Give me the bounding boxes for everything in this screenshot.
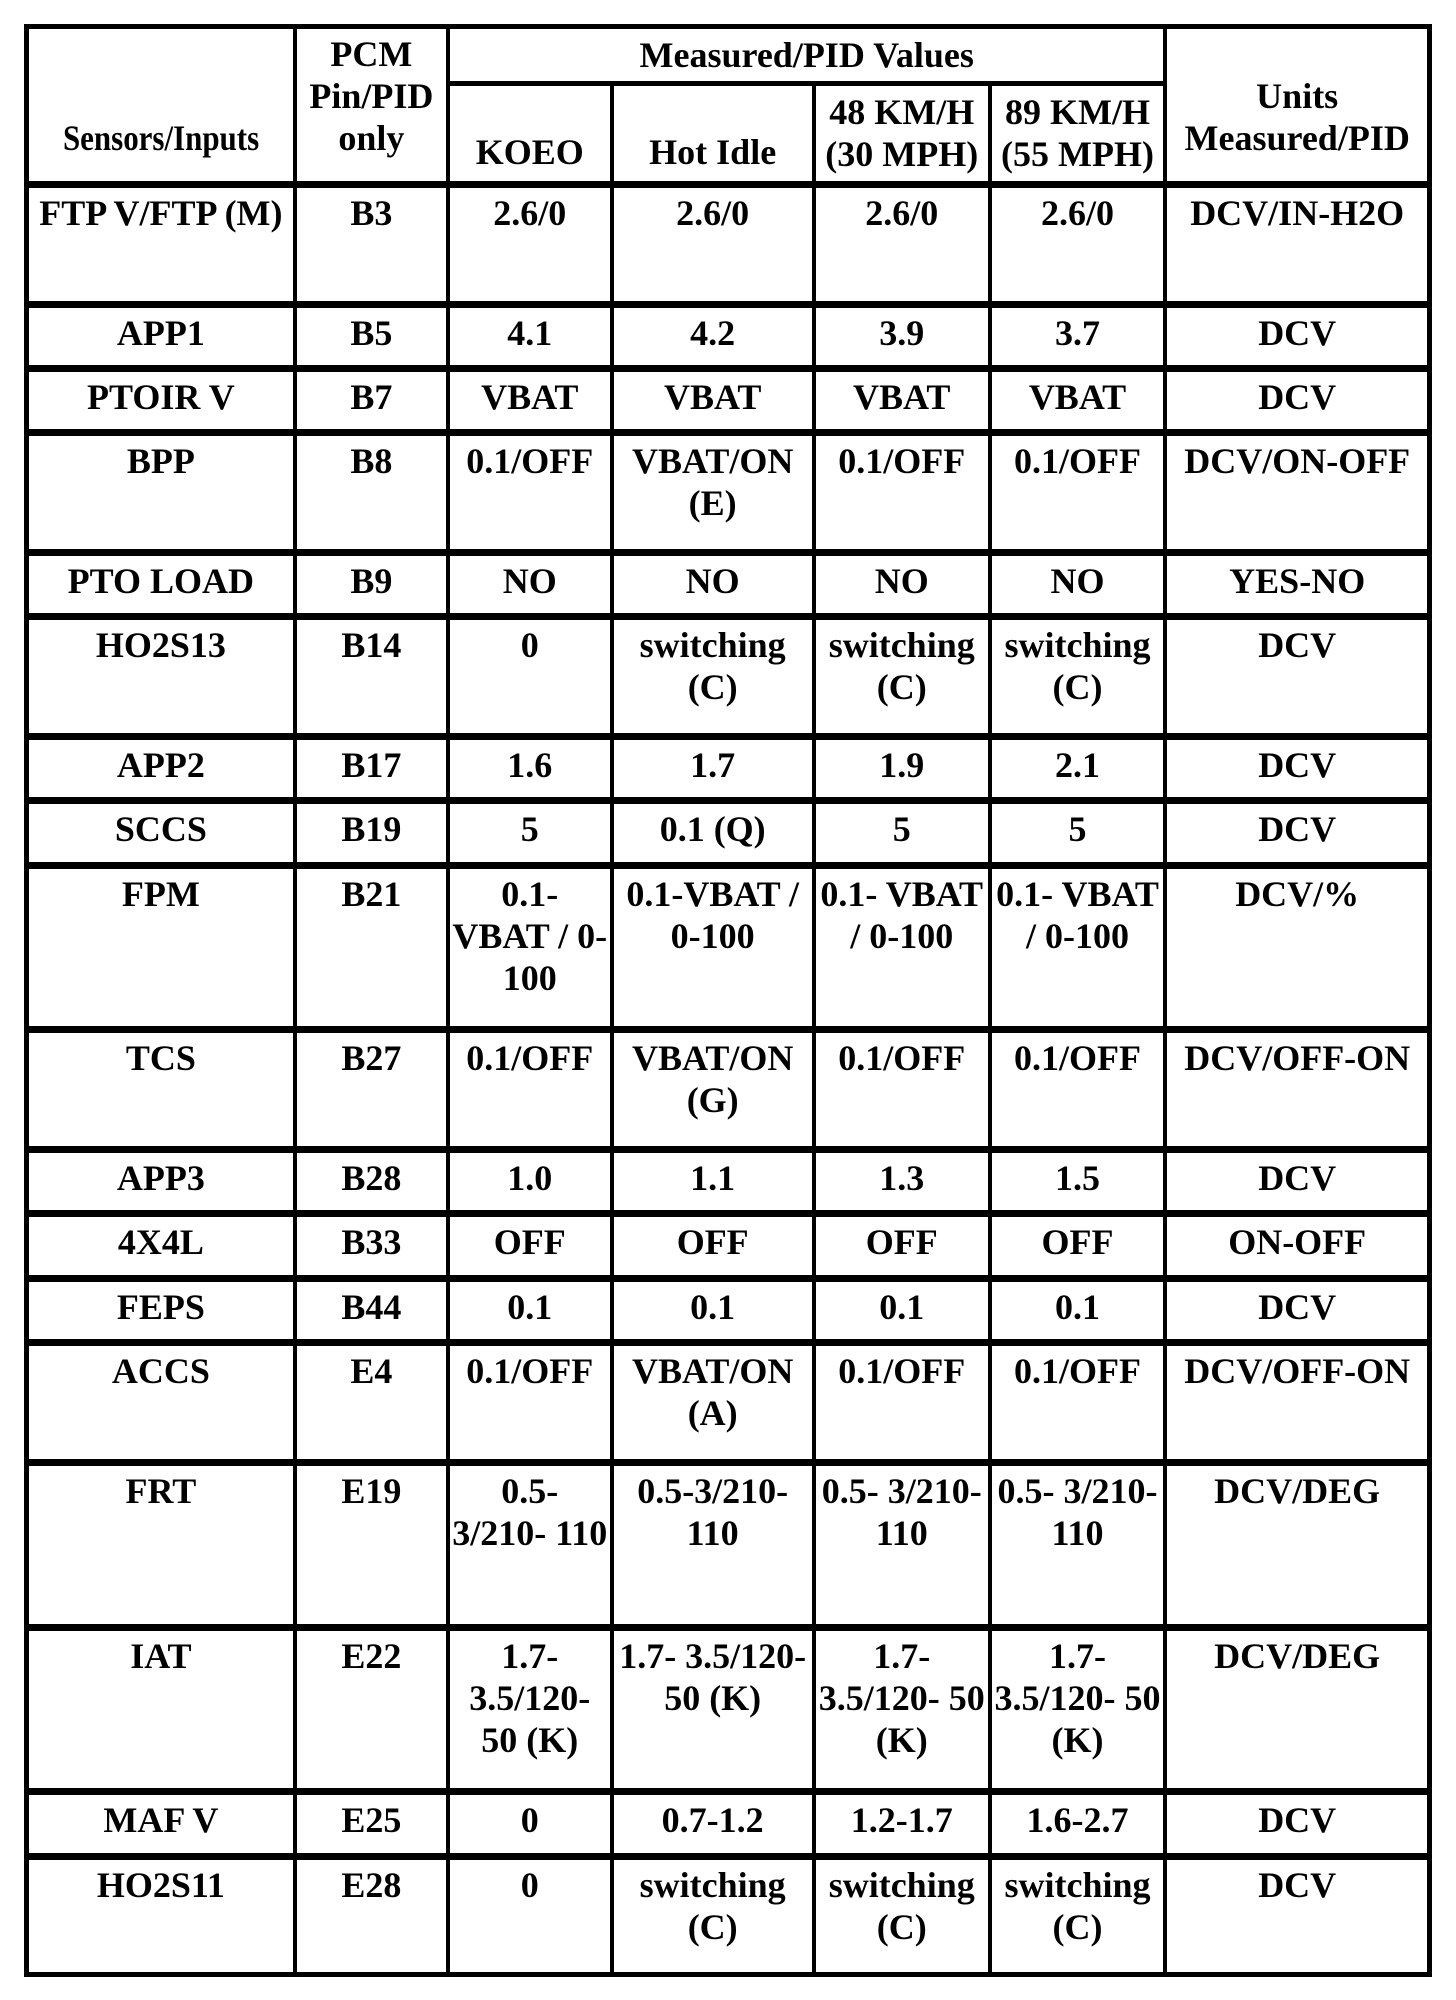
speed-48-cell: 1.3 bbox=[816, 1153, 992, 1217]
koeo-cell: 0.5- 3/210- 110 bbox=[450, 1466, 614, 1631]
koeo-cell: VBAT bbox=[450, 372, 614, 436]
pcm-pin-cell: E22 bbox=[297, 1631, 450, 1796]
pcm-pin-cell: B3 bbox=[297, 188, 450, 308]
sensor-cell: BPP bbox=[29, 436, 297, 556]
units-cell: DCV bbox=[1167, 1153, 1427, 1217]
units-cell: YES-NO bbox=[1167, 556, 1427, 620]
hot-idle-cell: 1.1 bbox=[614, 1153, 816, 1217]
speed-89-cell: switching (C) bbox=[992, 1860, 1168, 1972]
speed-48-cell: OFF bbox=[816, 1217, 992, 1281]
speed-48-cell: 0.1 bbox=[816, 1282, 992, 1346]
table-row bbox=[29, 308, 1427, 372]
pcm-pin-cell: E25 bbox=[297, 1795, 450, 1859]
koeo-cell: NO bbox=[450, 556, 614, 620]
pcm-pin-cell: B5 bbox=[297, 308, 450, 372]
table-row bbox=[29, 1217, 1427, 1281]
hot-idle-cell: VBAT/ON (A) bbox=[614, 1346, 816, 1466]
speed-48-cell: 1.2-1.7 bbox=[816, 1795, 992, 1859]
table-row bbox=[29, 1282, 1427, 1346]
sensor-cell: FTP V/FTP (M) bbox=[29, 188, 297, 308]
hot-idle-cell: VBAT/ON (E) bbox=[614, 436, 816, 556]
header-sensors-inputs: Sensors/Inputs bbox=[29, 29, 297, 188]
speed-48-cell: 3.9 bbox=[816, 308, 992, 372]
pcm-pin-cell: B28 bbox=[297, 1153, 450, 1217]
pcm-pin-cell: B9 bbox=[297, 556, 450, 620]
koeo-cell: 2.6/0 bbox=[450, 188, 614, 308]
table-row bbox=[29, 1033, 1427, 1153]
speed-89-cell: 1.5 bbox=[992, 1153, 1168, 1217]
hot-idle-cell: NO bbox=[614, 556, 816, 620]
sensor-cell: HO2S11 bbox=[29, 1860, 297, 1972]
speed-89-cell: 3.7 bbox=[992, 308, 1168, 372]
header-pcm-pin: PCM Pin/PID only bbox=[297, 29, 450, 188]
speed-89-cell: 0.1/OFF bbox=[992, 1346, 1168, 1466]
sensor-cell: APP1 bbox=[29, 308, 297, 372]
units-cell: DCV bbox=[1167, 1282, 1427, 1346]
pcm-pin-cell: B14 bbox=[297, 620, 450, 740]
units-cell: DCV/DEG bbox=[1167, 1631, 1427, 1796]
hot-idle-cell: 2.6/0 bbox=[614, 188, 816, 308]
koeo-cell: 0 bbox=[450, 620, 614, 740]
header-units-measured: Units Measured/PID bbox=[1167, 29, 1427, 188]
hot-idle-cell: 0.7-1.2 bbox=[614, 1795, 816, 1859]
table-row bbox=[29, 436, 1427, 556]
header-48-kmh: 48 KM/H (30 MPH) bbox=[816, 86, 992, 188]
units-cell: DCV/ON-OFF bbox=[1167, 436, 1427, 556]
speed-48-cell: 0.1/OFF bbox=[816, 1033, 992, 1153]
header-89-kmh: 89 KM/H (55 MPH) bbox=[992, 86, 1168, 188]
speed-89-cell: 0.1 bbox=[992, 1282, 1168, 1346]
units-cell: DCV bbox=[1258, 1864, 1337, 1905]
hot-idle-cell: 0.1 (Q) bbox=[614, 804, 816, 868]
pcm-pin-cell: B21 bbox=[297, 869, 450, 1034]
speed-48-cell: 2.6/0 bbox=[816, 188, 992, 308]
header-hot-idle: Hot Idle bbox=[614, 86, 816, 188]
table-row bbox=[29, 804, 1427, 868]
koeo-cell: 0 bbox=[450, 1860, 614, 1972]
pcm-pin-cell: B33 bbox=[297, 1217, 450, 1281]
speed-48-cell: 5 bbox=[816, 804, 992, 868]
pcm-pin-cell: B19 bbox=[297, 804, 450, 868]
speed-89-cell: VBAT bbox=[992, 372, 1168, 436]
koeo-cell: 0.1/OFF bbox=[450, 436, 614, 556]
speed-48-cell: NO bbox=[816, 556, 992, 620]
koeo-cell: 0.1/OFF bbox=[450, 1346, 614, 1466]
speed-89-cell: OFF bbox=[992, 1217, 1168, 1281]
pid-values-document bbox=[24, 24, 1432, 1976]
pid-values-table bbox=[24, 24, 1432, 1977]
speed-89-cell: 0.1- VBAT / 0-100 bbox=[992, 869, 1168, 1034]
speed-48-cell: switching (C) bbox=[816, 1860, 992, 1972]
hot-idle-cell: VBAT/ON (G) bbox=[614, 1033, 816, 1153]
hot-idle-cell: 4.2 bbox=[614, 308, 816, 372]
speed-89-cell: 2.6/0 bbox=[992, 188, 1168, 308]
pcm-pin-cell: B27 bbox=[297, 1033, 450, 1153]
table-body bbox=[29, 188, 1427, 1972]
pcm-pin-cell: E19 bbox=[297, 1466, 450, 1631]
table-row bbox=[29, 740, 1427, 804]
speed-48-cell: 0.1- VBAT / 0-100 bbox=[816, 869, 992, 1034]
table-row bbox=[29, 1795, 1427, 1859]
hot-idle-cell: 0.5-3/210- 110 bbox=[614, 1466, 816, 1631]
speed-48-cell: 0.5- 3/210- 110 bbox=[816, 1466, 992, 1631]
units-cell: DCV/DEG bbox=[1167, 1466, 1427, 1631]
header-row-top bbox=[29, 29, 1427, 86]
units-cell: ON-OFF bbox=[1167, 1217, 1427, 1281]
units-cell: DCV bbox=[1167, 1795, 1427, 1859]
units-cell: DCV bbox=[1167, 804, 1427, 868]
table-row bbox=[29, 620, 1427, 740]
koeo-cell: 4.1 bbox=[450, 308, 614, 372]
hot-idle-cell: 0.1 bbox=[614, 1282, 816, 1346]
header-measured-pid-values: Measured/PID Values bbox=[450, 29, 1167, 86]
koeo-cell: 1.7- 3.5/120- 50 (K) bbox=[450, 1631, 614, 1796]
koeo-cell: 5 bbox=[450, 804, 614, 868]
koeo-cell: 1.0 bbox=[450, 1153, 614, 1217]
units-cell: DCV bbox=[1167, 372, 1427, 436]
sensor-cell: MAF V bbox=[29, 1795, 297, 1859]
sensor-cell: APP2 bbox=[29, 740, 297, 804]
sensor-cell: PTO LOAD bbox=[29, 556, 297, 620]
sensor-cell: IAT bbox=[29, 1631, 297, 1796]
pcm-pin-cell: E4 bbox=[297, 1346, 450, 1466]
speed-89-cell: 5 bbox=[992, 804, 1168, 868]
speed-89-cell: 0.5- 3/210- 110 bbox=[992, 1466, 1168, 1631]
speed-48-cell: 0.1/OFF bbox=[816, 1346, 992, 1466]
koeo-cell: 0.1 bbox=[450, 1282, 614, 1346]
hot-idle-cell: 1.7 bbox=[614, 740, 816, 804]
pcm-pin-cell: E28 bbox=[297, 1860, 450, 1972]
sensor-cell: FPM bbox=[29, 869, 297, 1034]
units-cell: DCV/OFF-ON bbox=[1167, 1346, 1427, 1466]
speed-89-cell: 1.6-2.7 bbox=[992, 1795, 1168, 1859]
hot-idle-cell: VBAT bbox=[614, 372, 816, 436]
sensor-cell: APP3 bbox=[29, 1153, 297, 1217]
koeo-cell: 1.6 bbox=[450, 740, 614, 804]
speed-89-cell: switching (C) bbox=[992, 620, 1168, 740]
units-cell: DCV bbox=[1167, 620, 1427, 740]
header-koeo: KOEO bbox=[450, 86, 614, 188]
speed-48-cell: 1.7- 3.5/120- 50 (K) bbox=[816, 1631, 992, 1796]
hot-idle-cell: 1.7- 3.5/120-50 (K) bbox=[614, 1631, 816, 1796]
speed-48-cell: switching (C) bbox=[816, 620, 992, 740]
sensor-cell: FEPS bbox=[29, 1282, 297, 1346]
units-cell: DCV/% bbox=[1167, 869, 1427, 1034]
sensor-cell: FRT bbox=[29, 1466, 297, 1631]
hot-idle-cell: OFF bbox=[614, 1217, 816, 1281]
table-row bbox=[29, 556, 1427, 620]
table-row bbox=[29, 869, 1427, 1034]
units-cell: DCV/IN-H2O bbox=[1167, 188, 1427, 308]
koeo-cell: OFF bbox=[450, 1217, 614, 1281]
table-row bbox=[29, 372, 1427, 436]
table-row bbox=[29, 1153, 1427, 1217]
speed-89-cell: 0.1/OFF bbox=[992, 436, 1168, 556]
table-row bbox=[29, 1466, 1427, 1631]
speed-48-cell: 1.9 bbox=[816, 740, 992, 804]
sensor-cell: HO2S13 bbox=[29, 620, 297, 740]
table-row bbox=[29, 1346, 1427, 1466]
hot-idle-cell: switching (C) bbox=[614, 1860, 816, 1972]
speed-48-cell: 0.1/OFF bbox=[816, 436, 992, 556]
table-row bbox=[29, 1631, 1427, 1796]
sensor-cell: ACCS bbox=[29, 1346, 297, 1466]
pcm-pin-cell: B17 bbox=[297, 740, 450, 804]
speed-89-cell: NO bbox=[992, 556, 1168, 620]
sensor-cell: SCCS bbox=[29, 804, 297, 868]
units-cell: DCV/OFF-ON bbox=[1167, 1033, 1427, 1153]
koeo-cell: 0.1- VBAT / 0-100 bbox=[450, 869, 614, 1034]
koeo-cell: 0 bbox=[450, 1795, 614, 1859]
speed-48-cell: VBAT bbox=[816, 372, 992, 436]
units-cell: DCV bbox=[1167, 308, 1427, 372]
sensor-cell: TCS bbox=[29, 1033, 297, 1153]
sensor-cell: PTOIR V bbox=[29, 372, 297, 436]
speed-89-cell: 1.7- 3.5/120- 50 (K) bbox=[992, 1631, 1168, 1796]
pcm-pin-cell: B8 bbox=[297, 436, 450, 556]
table-row bbox=[29, 1860, 1427, 1972]
koeo-cell: 0.1/OFF bbox=[450, 1033, 614, 1153]
units-cell: DCV bbox=[1167, 740, 1427, 804]
hot-idle-cell: 0.1-VBAT / 0-100 bbox=[614, 869, 816, 1034]
speed-89-cell: 0.1/OFF bbox=[992, 1033, 1168, 1153]
sensor-cell: 4X4L bbox=[29, 1217, 297, 1281]
pcm-pin-cell: B44 bbox=[297, 1282, 450, 1346]
speed-89-cell: 2.1 bbox=[992, 740, 1168, 804]
pcm-pin-cell: B7 bbox=[297, 372, 450, 436]
table-row bbox=[29, 188, 1427, 308]
hot-idle-cell: switching (C) bbox=[614, 620, 816, 740]
